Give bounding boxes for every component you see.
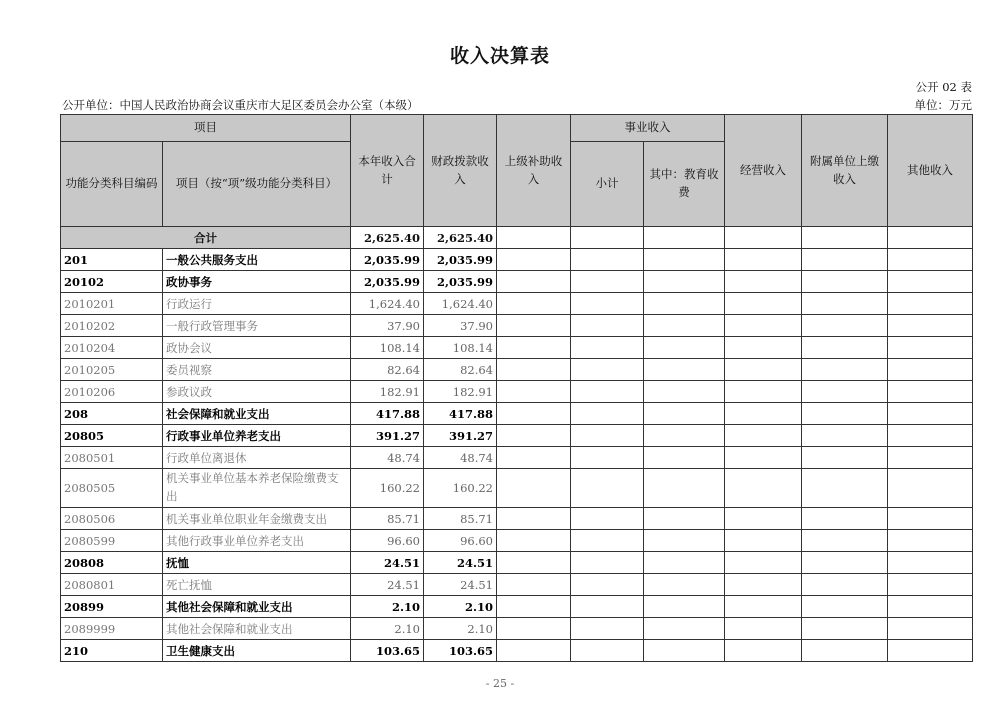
empty-cell bbox=[725, 359, 802, 381]
empty-cell bbox=[644, 227, 725, 249]
row-code: 2010202 bbox=[61, 315, 163, 337]
empty-cell bbox=[644, 618, 725, 640]
empty-cell bbox=[725, 381, 802, 403]
empty-cell bbox=[497, 403, 571, 425]
row-code: 2010201 bbox=[61, 293, 163, 315]
empty-cell bbox=[888, 469, 973, 508]
empty-cell bbox=[497, 249, 571, 271]
empty-cell bbox=[644, 530, 725, 552]
table-row bbox=[61, 508, 973, 530]
empty-cell bbox=[725, 640, 802, 662]
row-name: 机关事业单位基本养老保险缴费支出 bbox=[163, 469, 351, 508]
table-row bbox=[61, 574, 973, 596]
empty-cell bbox=[571, 574, 644, 596]
row-code: 208 bbox=[61, 403, 163, 425]
table-row bbox=[61, 425, 973, 447]
empty-cell bbox=[725, 293, 802, 315]
row-code: 2080501 bbox=[61, 447, 163, 469]
row-code: 2010205 bbox=[61, 359, 163, 381]
row-fiscal-appropriation: 160.22 bbox=[424, 469, 497, 508]
empty-cell bbox=[802, 425, 888, 447]
empty-cell bbox=[802, 552, 888, 574]
header-code: 功能分类科目编码 bbox=[61, 142, 163, 227]
row-code: 20102 bbox=[61, 271, 163, 293]
table-row bbox=[61, 618, 973, 640]
row-name: 死亡抚恤 bbox=[163, 574, 351, 596]
header-operating-income: 经营收入 bbox=[725, 115, 802, 227]
empty-cell bbox=[497, 425, 571, 447]
row-name: 机关事业单位职业年金缴费支出 bbox=[163, 508, 351, 530]
total-fiscal-value: 2,625.40 bbox=[424, 227, 497, 249]
empty-cell bbox=[802, 403, 888, 425]
row-name: 一般公共服务支出 bbox=[163, 249, 351, 271]
row-fiscal-appropriation: 24.51 bbox=[424, 552, 497, 574]
empty-cell bbox=[571, 618, 644, 640]
empty-cell bbox=[802, 574, 888, 596]
empty-cell bbox=[497, 469, 571, 508]
empty-cell bbox=[888, 596, 973, 618]
row-code: 2080506 bbox=[61, 508, 163, 530]
row-fiscal-appropriation: 2.10 bbox=[424, 596, 497, 618]
row-fiscal-appropriation: 2,035.99 bbox=[424, 249, 497, 271]
row-fiscal-appropriation: 48.74 bbox=[424, 447, 497, 469]
empty-cell bbox=[888, 403, 973, 425]
row-total-income: 2,035.99 bbox=[351, 249, 424, 271]
empty-cell bbox=[725, 315, 802, 337]
empty-cell bbox=[888, 618, 973, 640]
empty-cell bbox=[802, 315, 888, 337]
empty-cell bbox=[644, 337, 725, 359]
empty-cell bbox=[571, 337, 644, 359]
table-row bbox=[61, 640, 973, 662]
row-total-income: 2.10 bbox=[351, 596, 424, 618]
table-row bbox=[61, 293, 973, 315]
row-code: 2080599 bbox=[61, 530, 163, 552]
empty-cell bbox=[802, 596, 888, 618]
empty-cell bbox=[497, 640, 571, 662]
empty-cell bbox=[725, 271, 802, 293]
total-label: 合计 bbox=[61, 227, 351, 249]
header-education-fees: 其中：教育收费 bbox=[644, 142, 725, 227]
table-row bbox=[61, 530, 973, 552]
empty-cell bbox=[888, 381, 973, 403]
empty-cell bbox=[571, 315, 644, 337]
empty-cell bbox=[571, 447, 644, 469]
empty-cell bbox=[571, 530, 644, 552]
empty-cell bbox=[725, 508, 802, 530]
empty-cell bbox=[725, 249, 802, 271]
empty-cell bbox=[644, 293, 725, 315]
empty-cell bbox=[725, 447, 802, 469]
row-fiscal-appropriation: 24.51 bbox=[424, 574, 497, 596]
empty-cell bbox=[888, 359, 973, 381]
row-total-income: 160.22 bbox=[351, 469, 424, 508]
empty-cell bbox=[571, 227, 644, 249]
table-header bbox=[61, 115, 973, 227]
empty-cell bbox=[888, 530, 973, 552]
empty-cell bbox=[571, 508, 644, 530]
empty-cell bbox=[571, 359, 644, 381]
empty-cell bbox=[497, 596, 571, 618]
empty-cell bbox=[802, 271, 888, 293]
row-fiscal-appropriation: 108.14 bbox=[424, 337, 497, 359]
empty-cell bbox=[644, 447, 725, 469]
empty-cell bbox=[725, 425, 802, 447]
empty-cell bbox=[497, 359, 571, 381]
row-total-income: 96.60 bbox=[351, 530, 424, 552]
row-fiscal-appropriation: 82.64 bbox=[424, 359, 497, 381]
empty-cell bbox=[888, 425, 973, 447]
empty-cell bbox=[571, 425, 644, 447]
row-code: 2080801 bbox=[61, 574, 163, 596]
row-total-income: 85.71 bbox=[351, 508, 424, 530]
row-total-income: 417.88 bbox=[351, 403, 424, 425]
empty-cell bbox=[644, 469, 725, 508]
empty-cell bbox=[571, 552, 644, 574]
empty-cell bbox=[497, 227, 571, 249]
row-total-income: 391.27 bbox=[351, 425, 424, 447]
row-fiscal-appropriation: 37.90 bbox=[424, 315, 497, 337]
table-row bbox=[61, 315, 973, 337]
empty-cell bbox=[802, 469, 888, 508]
row-name: 卫生健康支出 bbox=[163, 640, 351, 662]
total-row bbox=[61, 227, 973, 249]
row-fiscal-appropriation: 96.60 bbox=[424, 530, 497, 552]
header-name: 项目（按“项”级功能分类科目） bbox=[163, 142, 351, 227]
empty-cell bbox=[888, 640, 973, 662]
row-total-income: 24.51 bbox=[351, 574, 424, 596]
empty-cell bbox=[888, 574, 973, 596]
empty-cell bbox=[802, 508, 888, 530]
row-code: 20899 bbox=[61, 596, 163, 618]
row-total-income: 82.64 bbox=[351, 359, 424, 381]
empty-cell bbox=[644, 381, 725, 403]
empty-cell bbox=[725, 227, 802, 249]
header-total-income: 本年收入合计 bbox=[351, 115, 424, 227]
empty-cell bbox=[571, 271, 644, 293]
row-code: 2010206 bbox=[61, 381, 163, 403]
row-name: 政协会议 bbox=[163, 337, 351, 359]
empty-cell bbox=[888, 271, 973, 293]
empty-cell bbox=[644, 271, 725, 293]
empty-cell bbox=[888, 447, 973, 469]
empty-cell bbox=[571, 249, 644, 271]
header-item: 项目 bbox=[61, 115, 351, 142]
empty-cell bbox=[888, 293, 973, 315]
row-fiscal-appropriation: 85.71 bbox=[424, 508, 497, 530]
empty-cell bbox=[802, 293, 888, 315]
row-name: 委员视察 bbox=[163, 359, 351, 381]
empty-cell bbox=[888, 508, 973, 530]
empty-cell bbox=[497, 271, 571, 293]
empty-cell bbox=[497, 337, 571, 359]
empty-cell bbox=[802, 447, 888, 469]
table-body bbox=[61, 227, 973, 662]
page-number: - 25 - bbox=[485, 677, 515, 690]
table-row bbox=[61, 337, 973, 359]
empty-cell bbox=[497, 552, 571, 574]
empty-cell bbox=[497, 293, 571, 315]
income-statement-table bbox=[60, 114, 973, 662]
empty-cell bbox=[497, 315, 571, 337]
empty-cell bbox=[802, 249, 888, 271]
row-fiscal-appropriation: 182.91 bbox=[424, 381, 497, 403]
empty-cell bbox=[497, 618, 571, 640]
empty-cell bbox=[725, 574, 802, 596]
empty-cell bbox=[802, 618, 888, 640]
empty-cell bbox=[888, 227, 973, 249]
empty-cell bbox=[725, 596, 802, 618]
empty-cell bbox=[571, 640, 644, 662]
header-fiscal-appropriation: 财政拨款收入 bbox=[424, 115, 497, 227]
row-total-income: 182.91 bbox=[351, 381, 424, 403]
row-fiscal-appropriation: 103.65 bbox=[424, 640, 497, 662]
row-code: 20808 bbox=[61, 552, 163, 574]
row-total-income: 2,035.99 bbox=[351, 271, 424, 293]
row-name: 其他社会保障和就业支出 bbox=[163, 618, 351, 640]
empty-cell bbox=[571, 403, 644, 425]
row-name: 行政事业单位养老支出 bbox=[163, 425, 351, 447]
row-name: 抚恤 bbox=[163, 552, 351, 574]
row-total-income: 2.10 bbox=[351, 618, 424, 640]
empty-cell bbox=[644, 596, 725, 618]
empty-cell bbox=[888, 337, 973, 359]
table-row bbox=[61, 447, 973, 469]
empty-cell bbox=[644, 359, 725, 381]
row-fiscal-appropriation: 391.27 bbox=[424, 425, 497, 447]
table-row bbox=[61, 359, 973, 381]
table-row bbox=[61, 249, 973, 271]
empty-cell bbox=[644, 315, 725, 337]
row-total-income: 24.51 bbox=[351, 552, 424, 574]
empty-cell bbox=[725, 530, 802, 552]
empty-cell bbox=[644, 640, 725, 662]
empty-cell bbox=[644, 574, 725, 596]
row-name: 一般行政管理事务 bbox=[163, 315, 351, 337]
money-unit: 单位：万元 bbox=[914, 98, 972, 112]
row-total-income: 103.65 bbox=[351, 640, 424, 662]
table-row bbox=[61, 596, 973, 618]
row-code: 2089999 bbox=[61, 618, 163, 640]
empty-cell bbox=[571, 381, 644, 403]
empty-cell bbox=[802, 227, 888, 249]
empty-cell bbox=[571, 293, 644, 315]
header-business-income: 事业收入 bbox=[571, 115, 725, 142]
empty-cell bbox=[725, 552, 802, 574]
empty-cell bbox=[802, 337, 888, 359]
empty-cell bbox=[802, 530, 888, 552]
empty-cell bbox=[497, 447, 571, 469]
empty-cell bbox=[725, 403, 802, 425]
row-total-income: 37.90 bbox=[351, 315, 424, 337]
row-total-income: 108.14 bbox=[351, 337, 424, 359]
table-row bbox=[61, 381, 973, 403]
empty-cell bbox=[644, 425, 725, 447]
row-fiscal-appropriation: 1,624.40 bbox=[424, 293, 497, 315]
row-name: 行政单位离退休 bbox=[163, 447, 351, 469]
row-fiscal-appropriation: 417.88 bbox=[424, 403, 497, 425]
row-name: 政协事务 bbox=[163, 271, 351, 293]
header-other-income: 其他收入 bbox=[888, 115, 973, 227]
empty-cell bbox=[571, 596, 644, 618]
row-fiscal-appropriation: 2.10 bbox=[424, 618, 497, 640]
empty-cell bbox=[497, 381, 571, 403]
row-total-income: 48.74 bbox=[351, 447, 424, 469]
total-income-value: 2,625.40 bbox=[351, 227, 424, 249]
row-code: 201 bbox=[61, 249, 163, 271]
row-code: 20805 bbox=[61, 425, 163, 447]
reporting-unit: 公开单位：中国人民政治协商会议重庆市大足区委员会办公室（本级） bbox=[62, 98, 419, 112]
empty-cell bbox=[802, 640, 888, 662]
empty-cell bbox=[725, 469, 802, 508]
empty-cell bbox=[802, 359, 888, 381]
empty-cell bbox=[644, 249, 725, 271]
empty-cell bbox=[725, 618, 802, 640]
empty-cell bbox=[497, 574, 571, 596]
row-name: 其他社会保障和就业支出 bbox=[163, 596, 351, 618]
row-name: 行政运行 bbox=[163, 293, 351, 315]
row-total-income: 1,624.40 bbox=[351, 293, 424, 315]
page-title: 收入决算表 bbox=[449, 45, 550, 67]
row-code: 2080505 bbox=[61, 469, 163, 508]
empty-cell bbox=[888, 552, 973, 574]
header-affiliated-unit-income: 附属单位上缴收入 bbox=[802, 115, 888, 227]
table-row bbox=[61, 271, 973, 293]
header-superior-subsidy: 上级补助收入 bbox=[497, 115, 571, 227]
row-name: 社会保障和就业支出 bbox=[163, 403, 351, 425]
row-code: 210 bbox=[61, 640, 163, 662]
empty-cell bbox=[497, 508, 571, 530]
row-name: 参政议政 bbox=[163, 381, 351, 403]
table-row bbox=[61, 552, 973, 574]
header-subtotal: 小计 bbox=[571, 142, 644, 227]
empty-cell bbox=[725, 337, 802, 359]
empty-cell bbox=[644, 552, 725, 574]
row-fiscal-appropriation: 2,035.99 bbox=[424, 271, 497, 293]
empty-cell bbox=[644, 508, 725, 530]
row-name: 其他行政事业单位养老支出 bbox=[163, 530, 351, 552]
row-code: 2010204 bbox=[61, 337, 163, 359]
empty-cell bbox=[497, 530, 571, 552]
empty-cell bbox=[644, 403, 725, 425]
table-row bbox=[61, 469, 973, 508]
empty-cell bbox=[888, 249, 973, 271]
empty-cell bbox=[888, 315, 973, 337]
empty-cell bbox=[571, 469, 644, 508]
form-number: 公开 02 表 bbox=[915, 80, 972, 94]
table-row bbox=[61, 403, 973, 425]
empty-cell bbox=[802, 381, 888, 403]
